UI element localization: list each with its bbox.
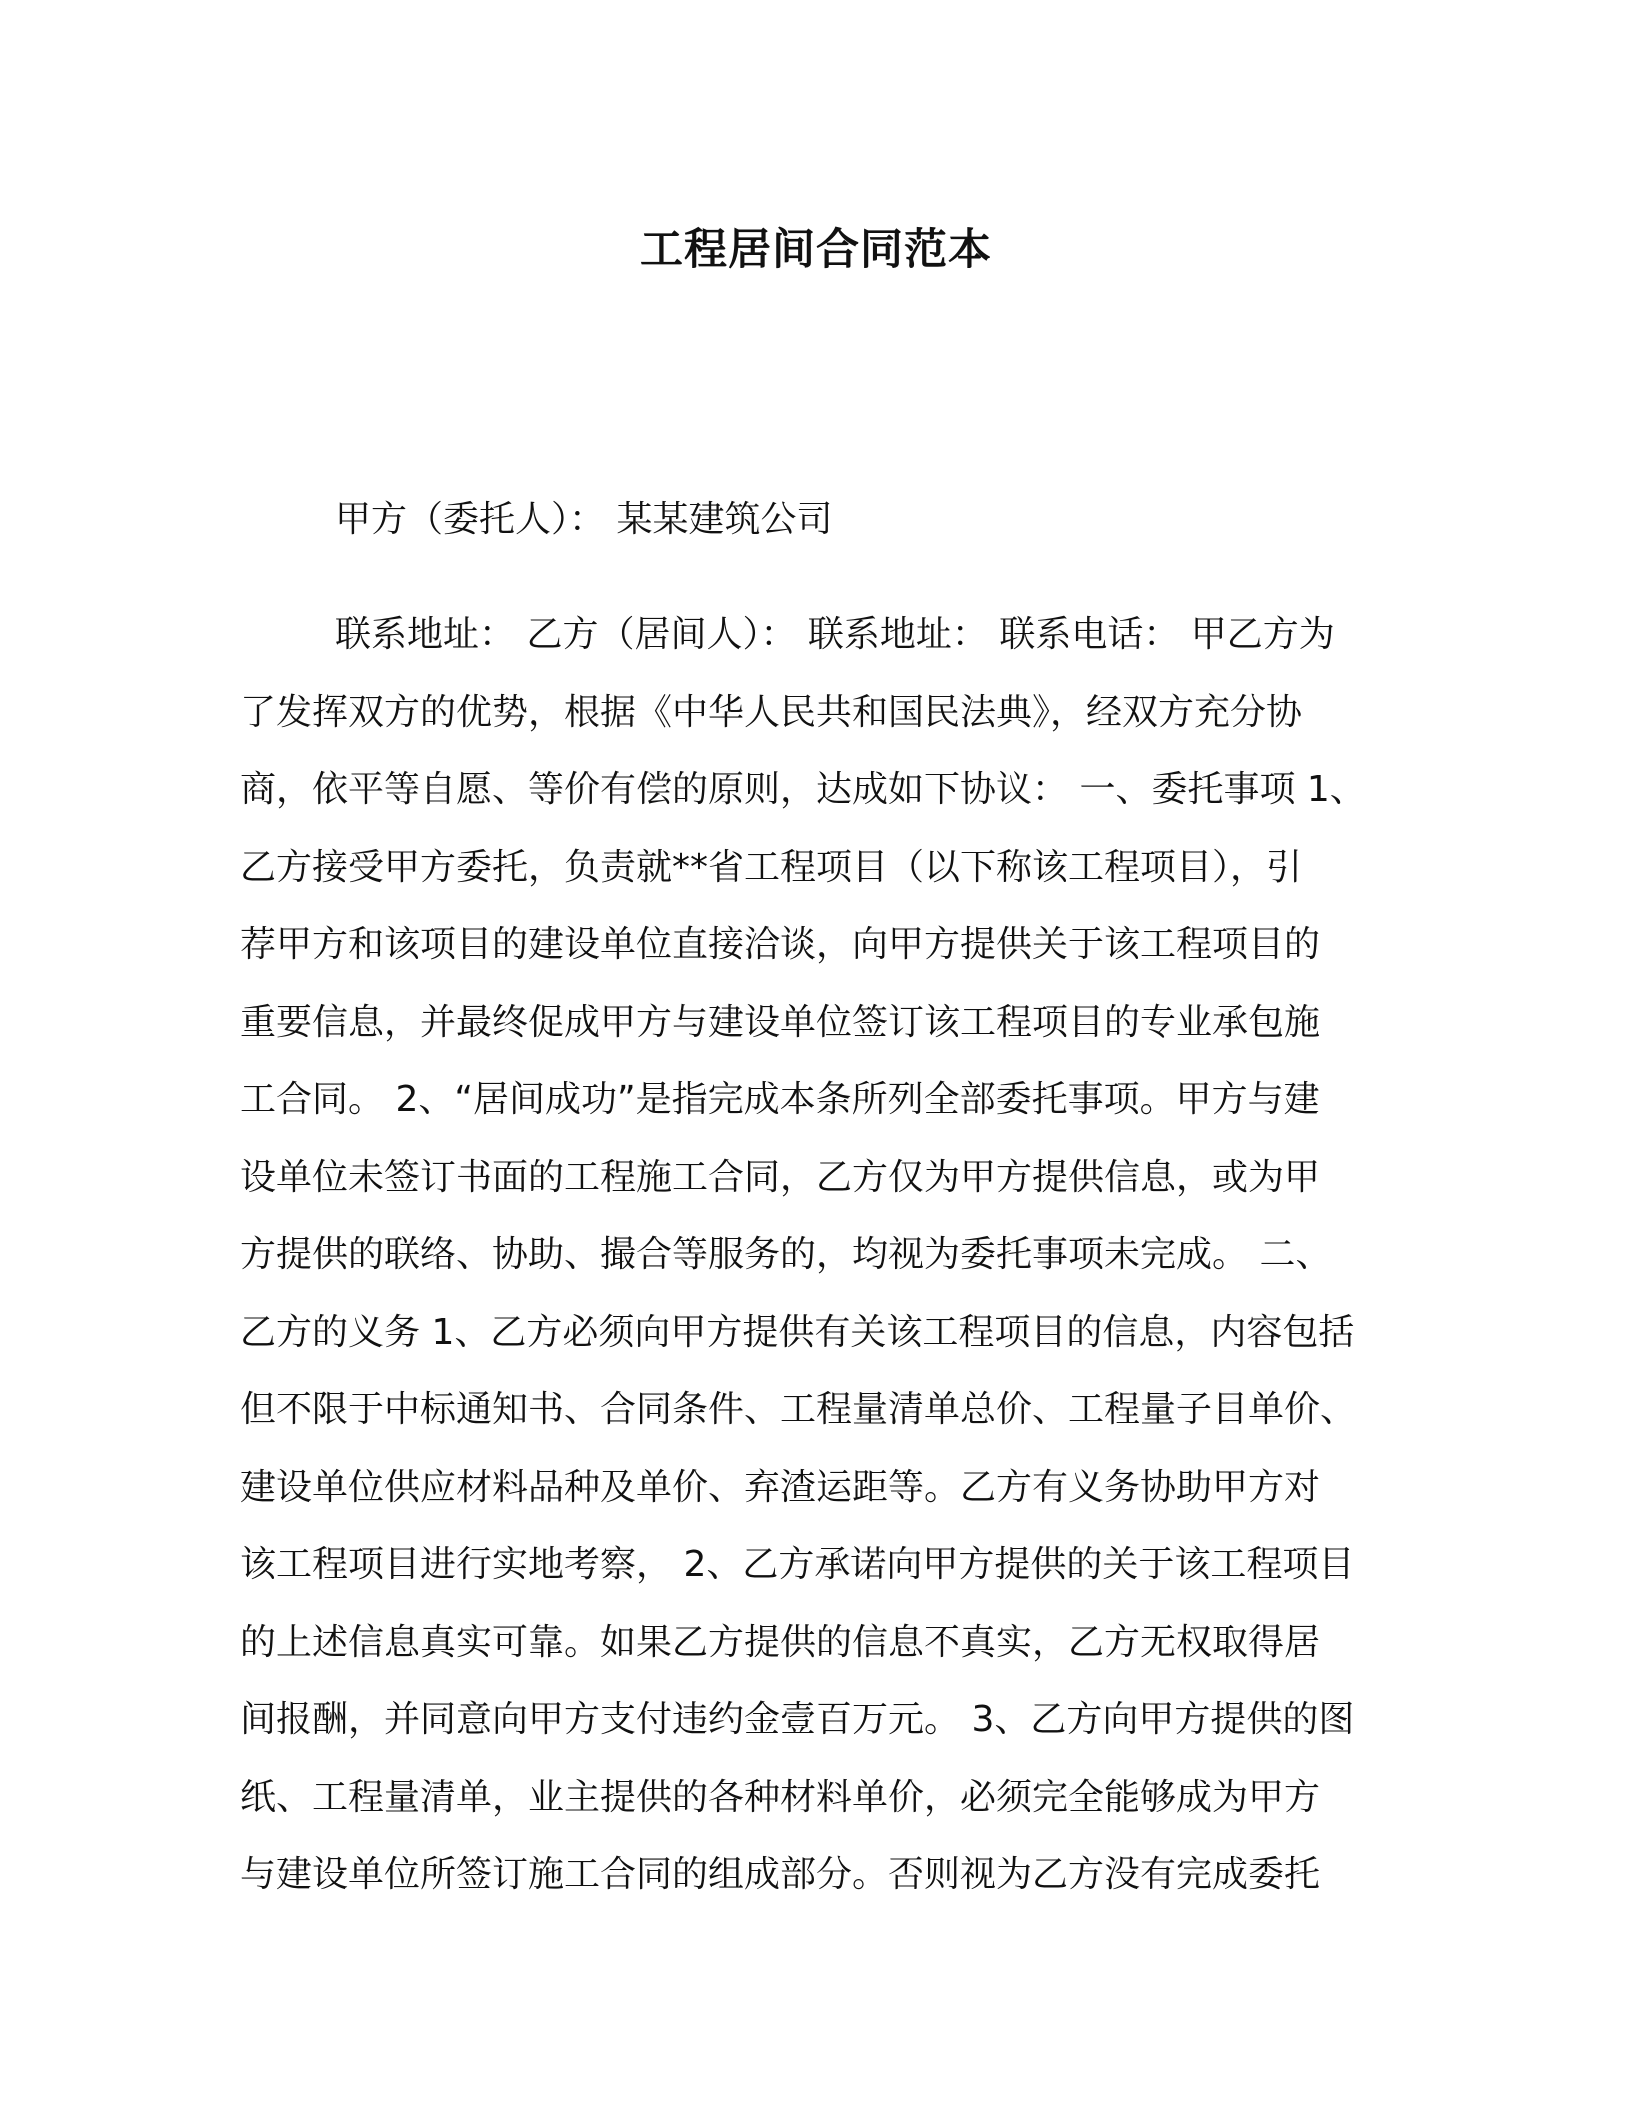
body-line: 间报酬，并同意向甲方支付违约金壹百万元。 3、乙方向甲方提供的图 [240,1699,1355,1740]
contract-body [240,596,1380,1914]
body-line: 重要信息，并最终促成甲方与建设单位签订该工程项目的专业承包施 [240,1001,1321,1043]
body-line: 方提供的联络、协助、撮合等服务的，均视为委托事项未完成。 二、 [240,1234,1332,1275]
body-line: 纸、工程量清单，业主提供的各种材料单价，必须完全能够成为甲方 [240,1776,1321,1818]
document-title: 工程居间合同范本 [640,225,992,275]
body-line: 了发挥双方的优势，根据《中华人民共和国民法典》，经双方充分协 [240,691,1303,733]
body-line: 设单位未签订书面的工程施工合同，乙方仅为甲方提供信息，或为甲 [240,1156,1321,1198]
body-line: 建设单位供应材料品种及单价、弃渣运距等。乙方有义务协助甲方对 [240,1466,1321,1508]
body-line: 乙方接受甲方委托，负责就**省工程项目（以下称该工程项目），引 [240,846,1303,888]
party-a-line: 甲方（委托人）： 某某建筑公司 [335,499,833,540]
body-line: 与建设单位所签订施工合同的组成部分。否则视为乙方没有完成委托 [240,1854,1321,1895]
body-line: 但不限于中标通知书、合同条件、工程量清单总价、工程量子目单价、 [240,1389,1357,1430]
body-line: 的上述信息真实可靠。如果乙方提供的信息不真实，乙方无权取得居 [240,1621,1321,1663]
body-line: 工合同。 2、“居间成功”是指完成本条所列全部委托事项。甲方与建 [240,1079,1320,1120]
body-line: 联系地址： 乙方（居间人）： 联系地址： 联系电话： 甲乙方为 [335,614,1335,655]
body-line: 乙方的义务 1、乙方必须向甲方提供有关该工程项目的信息，内容包括 [240,1311,1355,1353]
body-line: 商，依平等自愿、等价有偿的原则，达成如下协议： 一、委托事项 1、 [240,769,1366,810]
body-line: 荐甲方和该项目的建设单位直接洽谈，向甲方提供关于该工程项目的 [240,924,1321,965]
body-line: 该工程项目进行实地考察， 2、乙方承诺向甲方提供的关于该工程项目 [240,1544,1355,1585]
